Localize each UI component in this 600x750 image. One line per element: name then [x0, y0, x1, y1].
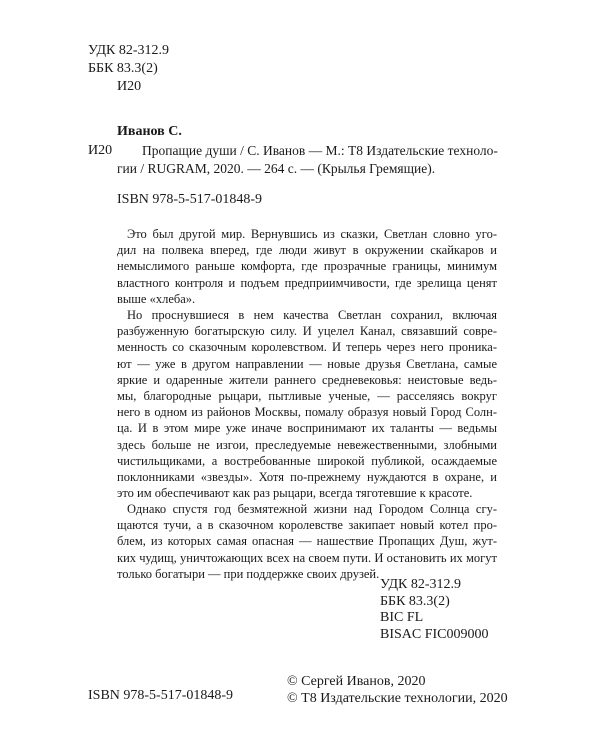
annotation-line: дил на полвека вперед, где люди живут в окружении скайкаров и [117, 243, 497, 258]
copyright-block [287, 673, 508, 707]
classification-codes [380, 577, 489, 643]
bic-code: BIC FL [380, 610, 424, 625]
annotation-line: здесь больше не изгои, преследуемые невежественными, злобными [117, 437, 497, 452]
bisac-code: BISAC FIC009000 [380, 626, 489, 642]
annotation-line: Но проснувшиеся в нем качества Светлан сохранил, включая [127, 308, 497, 322]
annotation-line: выше «хлеба». [117, 291, 196, 306]
author-name: Иванов С. [117, 124, 182, 139]
annotation-line: блем, из которых самая опасная — нашествие Пропащих Душ, жут- [117, 534, 497, 549]
annotation-line: щаются тучи, а в сказочном королевстве закипает новый котел про- [117, 518, 497, 533]
annotation-line: чистильщиками, а востребованные широкой публикой, осаждаемые [117, 453, 497, 468]
udk-code-bottom: УДК 82-312.9 [380, 577, 462, 592]
isbn-footer: ISBN 978-5-517-01848-9 [88, 688, 234, 703]
annotation-paragraph-3 [117, 501, 497, 582]
isbn: ISBN 978-5-517-01848-9 [117, 192, 263, 207]
annotation-line: властного контроля и подъем предприимчивости, где зрелища ценят [117, 275, 497, 290]
bbk-code-bottom: ББК 83.3(2) [380, 593, 450, 609]
annotation-paragraph-2 [117, 307, 497, 501]
annotation-line: немыслимого раньше комфорта, где прозрачные границы, минимум [117, 259, 497, 274]
author-sign-biblio: И20 [88, 143, 113, 158]
annotation-line: ют — уже в другом направлении — новые друзья Светлана, самые [117, 356, 497, 371]
copyright-publisher: © Т8 Издательские технологии, 2020 [287, 691, 508, 706]
bibliographic-description-line-2: гии / RUGRAM, 2020. — 264 с. — (Крылья Гремящие). [117, 161, 436, 176]
annotation-line: только богатыри — при поддержке своих друзей. [117, 566, 380, 581]
annotation-line: него в одном из районов Москвы, помалу образуя новый Город Солн- [117, 405, 497, 420]
author-sign: И20 [117, 79, 142, 94]
annotation-paragraph-1 [117, 226, 497, 307]
bbk-code: ББК 83.3(2) [88, 61, 158, 76]
annotation-line: разбуженную богатырскую силу. И уцелел Канал, связавший совре- [117, 324, 497, 339]
copyright-author: © Сергей Иванов, 2020 [287, 674, 426, 689]
annotation-line: поклонниками «звезды». Хотя по-прежнему нуждаются в охране, и [117, 470, 497, 485]
annotation-line: ца. И в этом мире уже иначе воспринимают их таланты — ведьмы [117, 421, 497, 436]
annotation-line: менность со сказочным королевством. И теперь через него проника- [117, 340, 497, 355]
annotation-line: мы, благородные рыцари, пытливые ученые, — расселяясь вокруг [117, 389, 497, 404]
annotation-line: яркие и одаренные жители раннего средневековья: неистовые ведь- [117, 372, 497, 387]
annotation-line: ких чудищ, уничтожающих всех на своем пути. И остановить их могут [117, 550, 497, 565]
annotation-line: Это был другой мир. Вернувшись из сказки, Светлан словно уго- [127, 227, 497, 241]
annotation-line: это им обеспечивают как раз рыцари, всегда тяготевшие к красоте. [117, 486, 473, 501]
bibliographic-description-line-1: Пропащие души / С. Иванов — М.: Т8 Издательские техноло- [142, 143, 498, 158]
annotation-line: Однако спустя год безмятежной жизни над Городом Солнца сгу- [127, 502, 497, 516]
udk-code: УДК 82-312.9 [88, 43, 170, 58]
